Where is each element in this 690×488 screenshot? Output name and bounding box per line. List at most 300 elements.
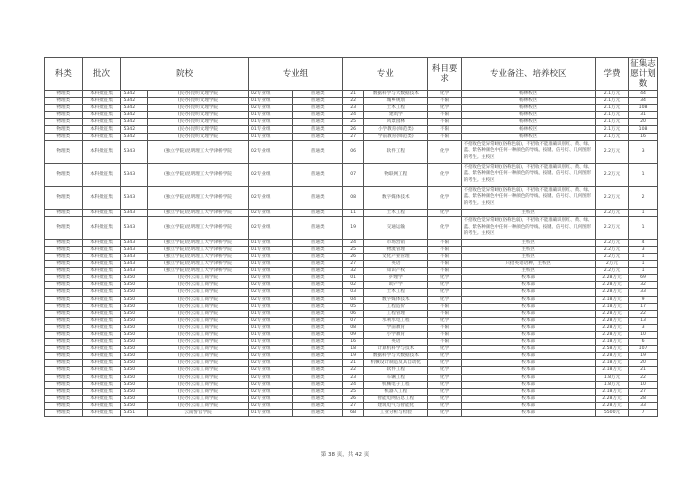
cell-school-code: 5343 — [121, 163, 148, 186]
cell-subject: 物理类 — [45, 91, 83, 98]
cell-notes: 杨林校区 — [461, 126, 595, 133]
cell-plan: 22 — [629, 374, 658, 381]
table-row — [45, 410, 658, 417]
cell-major-name: 城乡规划 — [364, 98, 428, 105]
cell-subject: 物理类 — [45, 303, 83, 310]
cell-group-type: 普通类 — [293, 331, 343, 338]
cell-major-name: 交通运输 — [364, 216, 428, 239]
cell-plan: 22 — [629, 310, 658, 317]
cell-group-code: 01专业组 — [248, 133, 292, 140]
cell-plan: 6 — [629, 339, 658, 346]
cell-tuition: 2.28万元 — [595, 395, 628, 402]
cell-group-type: 普通类 — [293, 360, 343, 367]
cell-batch: 本科批征集 — [82, 91, 121, 98]
cell-subject: 物理类 — [45, 253, 83, 260]
cell-plan: 16 — [629, 133, 658, 140]
table-header-row — [45, 58, 658, 91]
cell-school-name: (独立学院)昆明理工大学津桥学院 — [148, 209, 249, 216]
cell-tuition: 2.2万元 — [595, 163, 628, 186]
cell-subject: 物理类 — [45, 374, 83, 381]
cell-major-name: 护理学 — [364, 275, 428, 282]
cell-group-code: 01专业组 — [248, 310, 292, 317]
cell-major-name: 土木工程 — [364, 289, 428, 296]
cell-major-name: 建筑电气与智能化 — [364, 402, 428, 409]
cell-school-name: (独立学院)昆明理工大学津桥学院 — [148, 253, 249, 260]
cell-requirement: 不限 — [428, 339, 461, 346]
cell-group-type: 普通类 — [293, 186, 343, 209]
cell-major-name: 风景园林 — [364, 119, 428, 126]
cell-requirement: 化学 — [428, 163, 461, 186]
cell-subject: 物理类 — [45, 395, 83, 402]
cell-notes: 校本部 — [461, 317, 595, 324]
cell-plan: 34 — [629, 98, 658, 105]
table-row — [45, 331, 658, 338]
cell-school-code: 5350 — [121, 367, 148, 374]
cell-tuition: 1.8万元 — [595, 381, 628, 388]
cell-school-name: (民办)云南工商学院 — [148, 402, 249, 409]
cell-school-code: 5351 — [121, 410, 148, 417]
cell-major-name: 水利水电工程 — [364, 317, 428, 324]
cell-requirement: 化学 — [428, 289, 461, 296]
cell-major-code: 05 — [343, 303, 364, 310]
table-row — [45, 353, 658, 360]
cell-major-code: 6B — [343, 410, 364, 417]
cell-group-type: 普通类 — [293, 268, 343, 275]
cell-subject: 物理类 — [45, 133, 83, 140]
cell-batch: 本科批征集 — [82, 346, 121, 353]
cell-tuition: 2.2万元 — [595, 253, 628, 260]
cell-group-code: 02专业组 — [248, 367, 292, 374]
cell-major-code: 11 — [343, 209, 364, 216]
cell-batch: 本科批征集 — [82, 402, 121, 409]
table-row — [45, 296, 658, 303]
cell-requirement: 化学 — [428, 353, 461, 360]
cell-batch: 本科批征集 — [82, 246, 121, 253]
cell-school-code: 5350 — [121, 402, 148, 409]
cell-batch: 本科批征集 — [82, 119, 121, 126]
cell-school-name: (民办)昆明文理学院 — [148, 133, 249, 140]
cell-plan: 1 — [629, 209, 658, 216]
cell-group-type: 普通类 — [293, 310, 343, 317]
cell-group-code: 02专业组 — [248, 105, 292, 112]
cell-school-name: (民办)云南工商学院 — [148, 303, 249, 310]
table-row — [45, 275, 658, 282]
cell-group-type: 普通类 — [293, 289, 343, 296]
cell-requirement: 化学 — [428, 395, 461, 402]
table-row — [45, 303, 658, 310]
cell-notes: 校本部 — [461, 282, 595, 289]
cell-school-code: 5343 — [121, 239, 148, 246]
admission-plan-table — [44, 57, 658, 417]
cell-major-code: 24 — [343, 239, 364, 246]
cell-group-code: 02专业组 — [248, 209, 292, 216]
cell-batch: 本科批征集 — [82, 133, 121, 140]
cell-school-name: (民办)云南工商学院 — [148, 367, 249, 374]
cell-subject: 物理类 — [45, 140, 83, 163]
header-school: 院校 — [121, 58, 248, 91]
header-group: 专业组 — [248, 58, 342, 91]
cell-major-name: 工业分析与检验 — [364, 410, 428, 417]
cell-requirement: 化学 — [428, 388, 461, 395]
cell-notes: 只招英语语种，主校区 — [461, 261, 595, 268]
cell-notes: 主校区 — [461, 268, 595, 275]
cell-tuition: 1.8万元 — [595, 374, 628, 381]
cell-notes: 校本部 — [461, 275, 595, 282]
cell-notes: 校本部 — [461, 367, 595, 374]
cell-school-code: 5350 — [121, 388, 148, 395]
cell-notes: 杨林校区 — [461, 133, 595, 140]
cell-batch: 本科批征集 — [82, 303, 121, 310]
cell-group-type: 普通类 — [293, 126, 343, 133]
cell-requirement: 化学 — [428, 216, 461, 239]
cell-school-name: (民办)云南工商学院 — [148, 289, 249, 296]
cell-tuition: 2.18万元 — [595, 388, 628, 395]
cell-group-type: 普通类 — [293, 253, 343, 260]
cell-major-name: 数字媒体技术 — [364, 296, 428, 303]
cell-subject: 物理类 — [45, 261, 83, 268]
cell-tuition: 2.28万元 — [595, 275, 628, 282]
table-row — [45, 186, 658, 209]
cell-tuition: 2.1万元 — [595, 98, 628, 105]
cell-batch: 本科批征集 — [82, 331, 121, 338]
cell-group-type: 普通类 — [293, 324, 343, 331]
cell-tuition: 2.28万元 — [595, 324, 628, 331]
cell-school-name: (民办)昆明文理学院 — [148, 91, 249, 98]
cell-major-name: 小学教育 — [364, 331, 428, 338]
cell-school-code: 5343 — [121, 253, 148, 260]
cell-notes: 校本部 — [461, 395, 595, 402]
cell-batch: 本科批征集 — [82, 367, 121, 374]
cell-batch: 本科批征集 — [82, 163, 121, 186]
table-row — [45, 119, 658, 126]
cell-school-code: 5343 — [121, 216, 148, 239]
cell-batch: 本科批征集 — [82, 112, 121, 119]
cell-subject: 物理类 — [45, 275, 83, 282]
cell-requirement: 不限 — [428, 331, 461, 338]
cell-school-code: 5342 — [121, 105, 148, 112]
cell-group-type: 普通类 — [293, 163, 343, 186]
cell-plan: 28 — [629, 395, 658, 402]
cell-notes: 杨林校区 — [461, 119, 595, 126]
cell-plan: 33 — [629, 289, 658, 296]
cell-subject: 物理类 — [45, 353, 83, 360]
table-row — [45, 289, 658, 296]
cell-plan: 1 — [629, 261, 658, 268]
cell-school-name: (独立学院)昆明理工大学津桥学院 — [148, 216, 249, 239]
header-tuition: 学费 — [595, 58, 628, 91]
cell-major-name: 物联网工程 — [364, 163, 428, 186]
cell-group-code: 01专业组 — [248, 246, 292, 253]
cell-major-name: 土木工程 — [364, 209, 428, 216]
cell-tuition: 2.2万元 — [595, 246, 628, 253]
cell-major-code: 26 — [343, 395, 364, 402]
cell-school-code: 5350 — [121, 339, 148, 346]
cell-school-name: (民办)云南工商学院 — [148, 339, 249, 346]
cell-tuition: 2.1万元 — [595, 91, 628, 98]
cell-major-code: 25 — [343, 119, 364, 126]
cell-major-name: 土木工程 — [364, 105, 428, 112]
cell-school-name: (民办)云南工商学院 — [148, 331, 249, 338]
table-row — [45, 360, 658, 367]
cell-school-code: 5342 — [121, 112, 148, 119]
cell-major-code: 06 — [343, 140, 364, 163]
cell-major-name: 工程造价 — [364, 303, 428, 310]
cell-school-name: (民办)云南工商学院 — [148, 317, 249, 324]
cell-notes: 校本部 — [461, 353, 595, 360]
cell-tuition: 2.2万元 — [595, 209, 628, 216]
cell-group-type: 普通类 — [293, 410, 343, 417]
table-row — [45, 133, 658, 140]
table-row — [45, 339, 658, 346]
cell-tuition: 2.18万元 — [595, 360, 628, 367]
cell-group-type: 普通类 — [293, 98, 343, 105]
cell-plan: 20 — [629, 360, 658, 367]
cell-plan: 3 — [629, 246, 658, 253]
table-row — [45, 395, 658, 402]
cell-school-code: 5343 — [121, 186, 148, 209]
cell-notes: 校本部 — [461, 374, 595, 381]
table-row — [45, 209, 658, 216]
cell-notes: 主校区 — [461, 253, 595, 260]
cell-group-type: 普通类 — [293, 140, 343, 163]
cell-batch: 本科批征集 — [82, 126, 121, 133]
cell-notes: 校本部 — [461, 331, 595, 338]
cell-major-code: 16 — [343, 339, 364, 346]
cell-notes: 校本部 — [461, 296, 595, 303]
cell-group-type: 普通类 — [293, 381, 343, 388]
cell-tuition: 2.1万元 — [595, 105, 628, 112]
cell-group-code: 02专业组 — [248, 346, 292, 353]
cell-notes: 杨林校区 — [461, 98, 595, 105]
cell-school-code: 5342 — [121, 126, 148, 133]
cell-plan: 108 — [629, 126, 658, 133]
cell-notes: 校本部 — [461, 388, 595, 395]
cell-batch: 本科批征集 — [82, 282, 121, 289]
cell-batch: 本科批征集 — [82, 261, 121, 268]
cell-school-name: (民办)昆明文理学院 — [148, 112, 249, 119]
cell-plan: 19 — [629, 353, 658, 360]
cell-subject: 物理类 — [45, 246, 83, 253]
cell-batch: 本科批征集 — [82, 353, 121, 360]
cell-school-code: 5350 — [121, 346, 148, 353]
cell-plan: 1 — [629, 163, 658, 186]
cell-plan: 1 — [629, 268, 658, 275]
cell-major-code: 19 — [343, 353, 364, 360]
cell-school-name: (独立学院)昆明理工大学津桥学院 — [148, 140, 249, 163]
cell-tuition: 2.18万元 — [595, 367, 628, 374]
cell-group-type: 普通类 — [293, 374, 343, 381]
cell-requirement: 化学 — [428, 275, 461, 282]
cell-group-code: 02专业组 — [248, 374, 292, 381]
cell-plan: 31 — [629, 112, 658, 119]
cell-school-code: 5350 — [121, 310, 148, 317]
cell-school-code: 5350 — [121, 296, 148, 303]
cell-group-code: 02专业组 — [248, 275, 292, 282]
cell-batch: 本科批征集 — [82, 410, 121, 417]
cell-tuition: 2.1万元 — [595, 112, 628, 119]
cell-requirement: 化学 — [428, 186, 461, 209]
cell-tuition: 2.28万元 — [595, 402, 628, 409]
cell-school-code: 5350 — [121, 317, 148, 324]
cell-school-code: 5343 — [121, 246, 148, 253]
cell-group-type: 普通类 — [293, 353, 343, 360]
cell-requirement: 不限 — [428, 98, 461, 105]
cell-tuition: 2.58万元 — [595, 346, 628, 353]
cell-group-type: 普通类 — [293, 239, 343, 246]
cell-major-name: 工程管理 — [364, 310, 428, 317]
table-row — [45, 126, 658, 133]
cell-subject: 物理类 — [45, 209, 83, 216]
table-row — [45, 112, 658, 119]
cell-school-name: (民办)云南工商学院 — [148, 310, 249, 317]
cell-group-type: 普通类 — [293, 303, 343, 310]
cell-requirement: 化学 — [428, 410, 461, 417]
cell-requirement: 化学 — [428, 140, 461, 163]
cell-subject: 物理类 — [45, 186, 83, 209]
cell-school-name: (民办)云南工商学院 — [148, 282, 249, 289]
cell-school-code: 5350 — [121, 275, 148, 282]
cell-subject: 物理类 — [45, 105, 83, 112]
cell-school-name: (独立学院)昆明理工大学津桥学院 — [148, 186, 249, 209]
cell-school-name: (民办)云南工商学院 — [148, 374, 249, 381]
cell-group-type: 普通类 — [293, 112, 343, 119]
cell-subject: 物理类 — [45, 402, 83, 409]
cell-subject: 物理类 — [45, 310, 83, 317]
cell-notes: 校本部 — [461, 310, 595, 317]
cell-school-code: 5350 — [121, 353, 148, 360]
cell-notes: 校本部 — [461, 346, 595, 353]
cell-batch: 本科批征集 — [82, 324, 121, 331]
cell-requirement: 不限 — [428, 261, 461, 268]
cell-requirement: 不限 — [428, 239, 461, 246]
cell-group-type: 普通类 — [293, 367, 343, 374]
cell-group-code: 02专业组 — [248, 91, 292, 98]
cell-plan: 107 — [629, 346, 658, 353]
cell-major-code: 26 — [343, 253, 364, 260]
cell-group-code: 01专业组 — [248, 253, 292, 260]
cell-group-code: 02专业组 — [248, 317, 292, 324]
cell-major-name: 车辆工程 — [364, 374, 428, 381]
cell-group-code: 01专业组 — [248, 261, 292, 268]
cell-group-type: 普通类 — [293, 282, 343, 289]
cell-batch: 本科批征集 — [82, 98, 121, 105]
cell-major-name: 市场营销 — [364, 239, 428, 246]
table-row — [45, 253, 658, 260]
cell-tuition: 2万元 — [595, 261, 628, 268]
cell-tuition: 2.28万元 — [595, 331, 628, 338]
cell-subject: 物理类 — [45, 112, 83, 119]
cell-group-type: 普通类 — [293, 339, 343, 346]
cell-major-name: 建筑学 — [364, 112, 428, 119]
cell-major-code: 02 — [343, 282, 364, 289]
cell-requirement: 化学 — [428, 402, 461, 409]
cell-notes: 不招收色觉异常Ⅱ度(俗称色弱)，不招收不能准确识别红、黄、绿、蓝、紫各种颜色中任何一种颜色的导线、按键、信号灯、几何图形的考生。主校区 — [461, 186, 595, 209]
cell-school-name: (民办)云南工商学院 — [148, 360, 249, 367]
cell-school-name: (民办)云南工商学院 — [148, 324, 249, 331]
cell-tuition: 2.2万元 — [595, 216, 628, 239]
cell-major-name: 学前教育(师范类) — [364, 133, 428, 140]
cell-batch: 本科批征集 — [82, 339, 121, 346]
cell-plan: 33 — [629, 402, 658, 409]
cell-major-name: 机械设计制造及其自动化 — [364, 360, 428, 367]
cell-major-code: 18 — [343, 346, 364, 353]
cell-requirement: 不限 — [428, 253, 461, 260]
cell-major-code: 27 — [343, 261, 364, 268]
table-row — [45, 367, 658, 374]
cell-group-code: 01专业组 — [248, 331, 292, 338]
cell-subject: 物理类 — [45, 331, 83, 338]
cell-requirement: 不限 — [428, 268, 461, 275]
cell-group-type: 普通类 — [293, 91, 343, 98]
cell-group-code: 02专业组 — [248, 289, 292, 296]
cell-tuition: 2.18万元 — [595, 303, 628, 310]
cell-group-code: 01专业组 — [248, 112, 292, 119]
cell-major-code: 23 — [343, 374, 364, 381]
table-row — [45, 140, 658, 163]
cell-school-name: (独立学院)昆明理工大学津桥学院 — [148, 246, 249, 253]
cell-school-code: 5343 — [121, 209, 148, 216]
cell-notes: 校本部 — [461, 381, 595, 388]
cell-plan: 1 — [629, 253, 658, 260]
cell-major-code: 07 — [343, 317, 364, 324]
cell-plan: 27 — [629, 388, 658, 395]
cell-group-code: 02专业组 — [248, 140, 292, 163]
cell-school-name: (独立学院)昆明理工大学津桥学院 — [148, 239, 249, 246]
cell-plan: 9 — [629, 296, 658, 303]
cell-requirement: 不限 — [428, 119, 461, 126]
cell-major-code: 04 — [343, 296, 364, 303]
cell-major-code: 08 — [343, 186, 364, 209]
cell-subject: 物理类 — [45, 282, 83, 289]
cell-major-name: 英语 — [364, 261, 428, 268]
cell-school-code: 5343 — [121, 261, 148, 268]
cell-tuition: 2.1万元 — [595, 126, 628, 133]
cell-requirement: 化学 — [428, 374, 461, 381]
cell-batch: 本科批征集 — [82, 374, 121, 381]
cell-requirement: 化学 — [428, 105, 461, 112]
cell-subject: 物理类 — [45, 289, 83, 296]
cell-tuition: 2.2万元 — [595, 186, 628, 209]
table-row — [45, 216, 658, 239]
cell-batch: 本科批征集 — [82, 360, 121, 367]
cell-group-code: 02专业组 — [248, 395, 292, 402]
cell-major-name: 机器人工程 — [364, 388, 428, 395]
cell-batch: 本科批征集 — [82, 317, 121, 324]
table-body — [45, 91, 658, 417]
cell-group-code: 02专业组 — [248, 402, 292, 409]
cell-school-code: 5343 — [121, 140, 148, 163]
cell-major-code: 22 — [343, 98, 364, 105]
cell-group-code: 01专业组 — [248, 239, 292, 246]
cell-tuition: 2.28万元 — [595, 317, 628, 324]
table-row — [45, 374, 658, 381]
cell-group-type: 普通类 — [293, 275, 343, 282]
cell-school-name: (民办)云南工商学院 — [148, 346, 249, 353]
header-subject: 科类 — [45, 58, 83, 91]
cell-tuition: 2.18万元 — [595, 296, 628, 303]
cell-requirement: 化学 — [428, 91, 461, 98]
cell-group-code: 01专业组 — [248, 126, 292, 133]
cell-batch: 本科批征集 — [82, 239, 121, 246]
cell-group-type: 普通类 — [293, 246, 343, 253]
cell-batch: 本科批征集 — [82, 186, 121, 209]
cell-batch: 本科批征集 — [82, 209, 121, 216]
cell-requirement: 不限 — [428, 133, 461, 140]
cell-group-code: 02专业组 — [248, 186, 292, 209]
cell-notes: 杨林校区 — [461, 112, 595, 119]
table-row — [45, 310, 658, 317]
cell-batch: 本科批征集 — [82, 275, 121, 282]
